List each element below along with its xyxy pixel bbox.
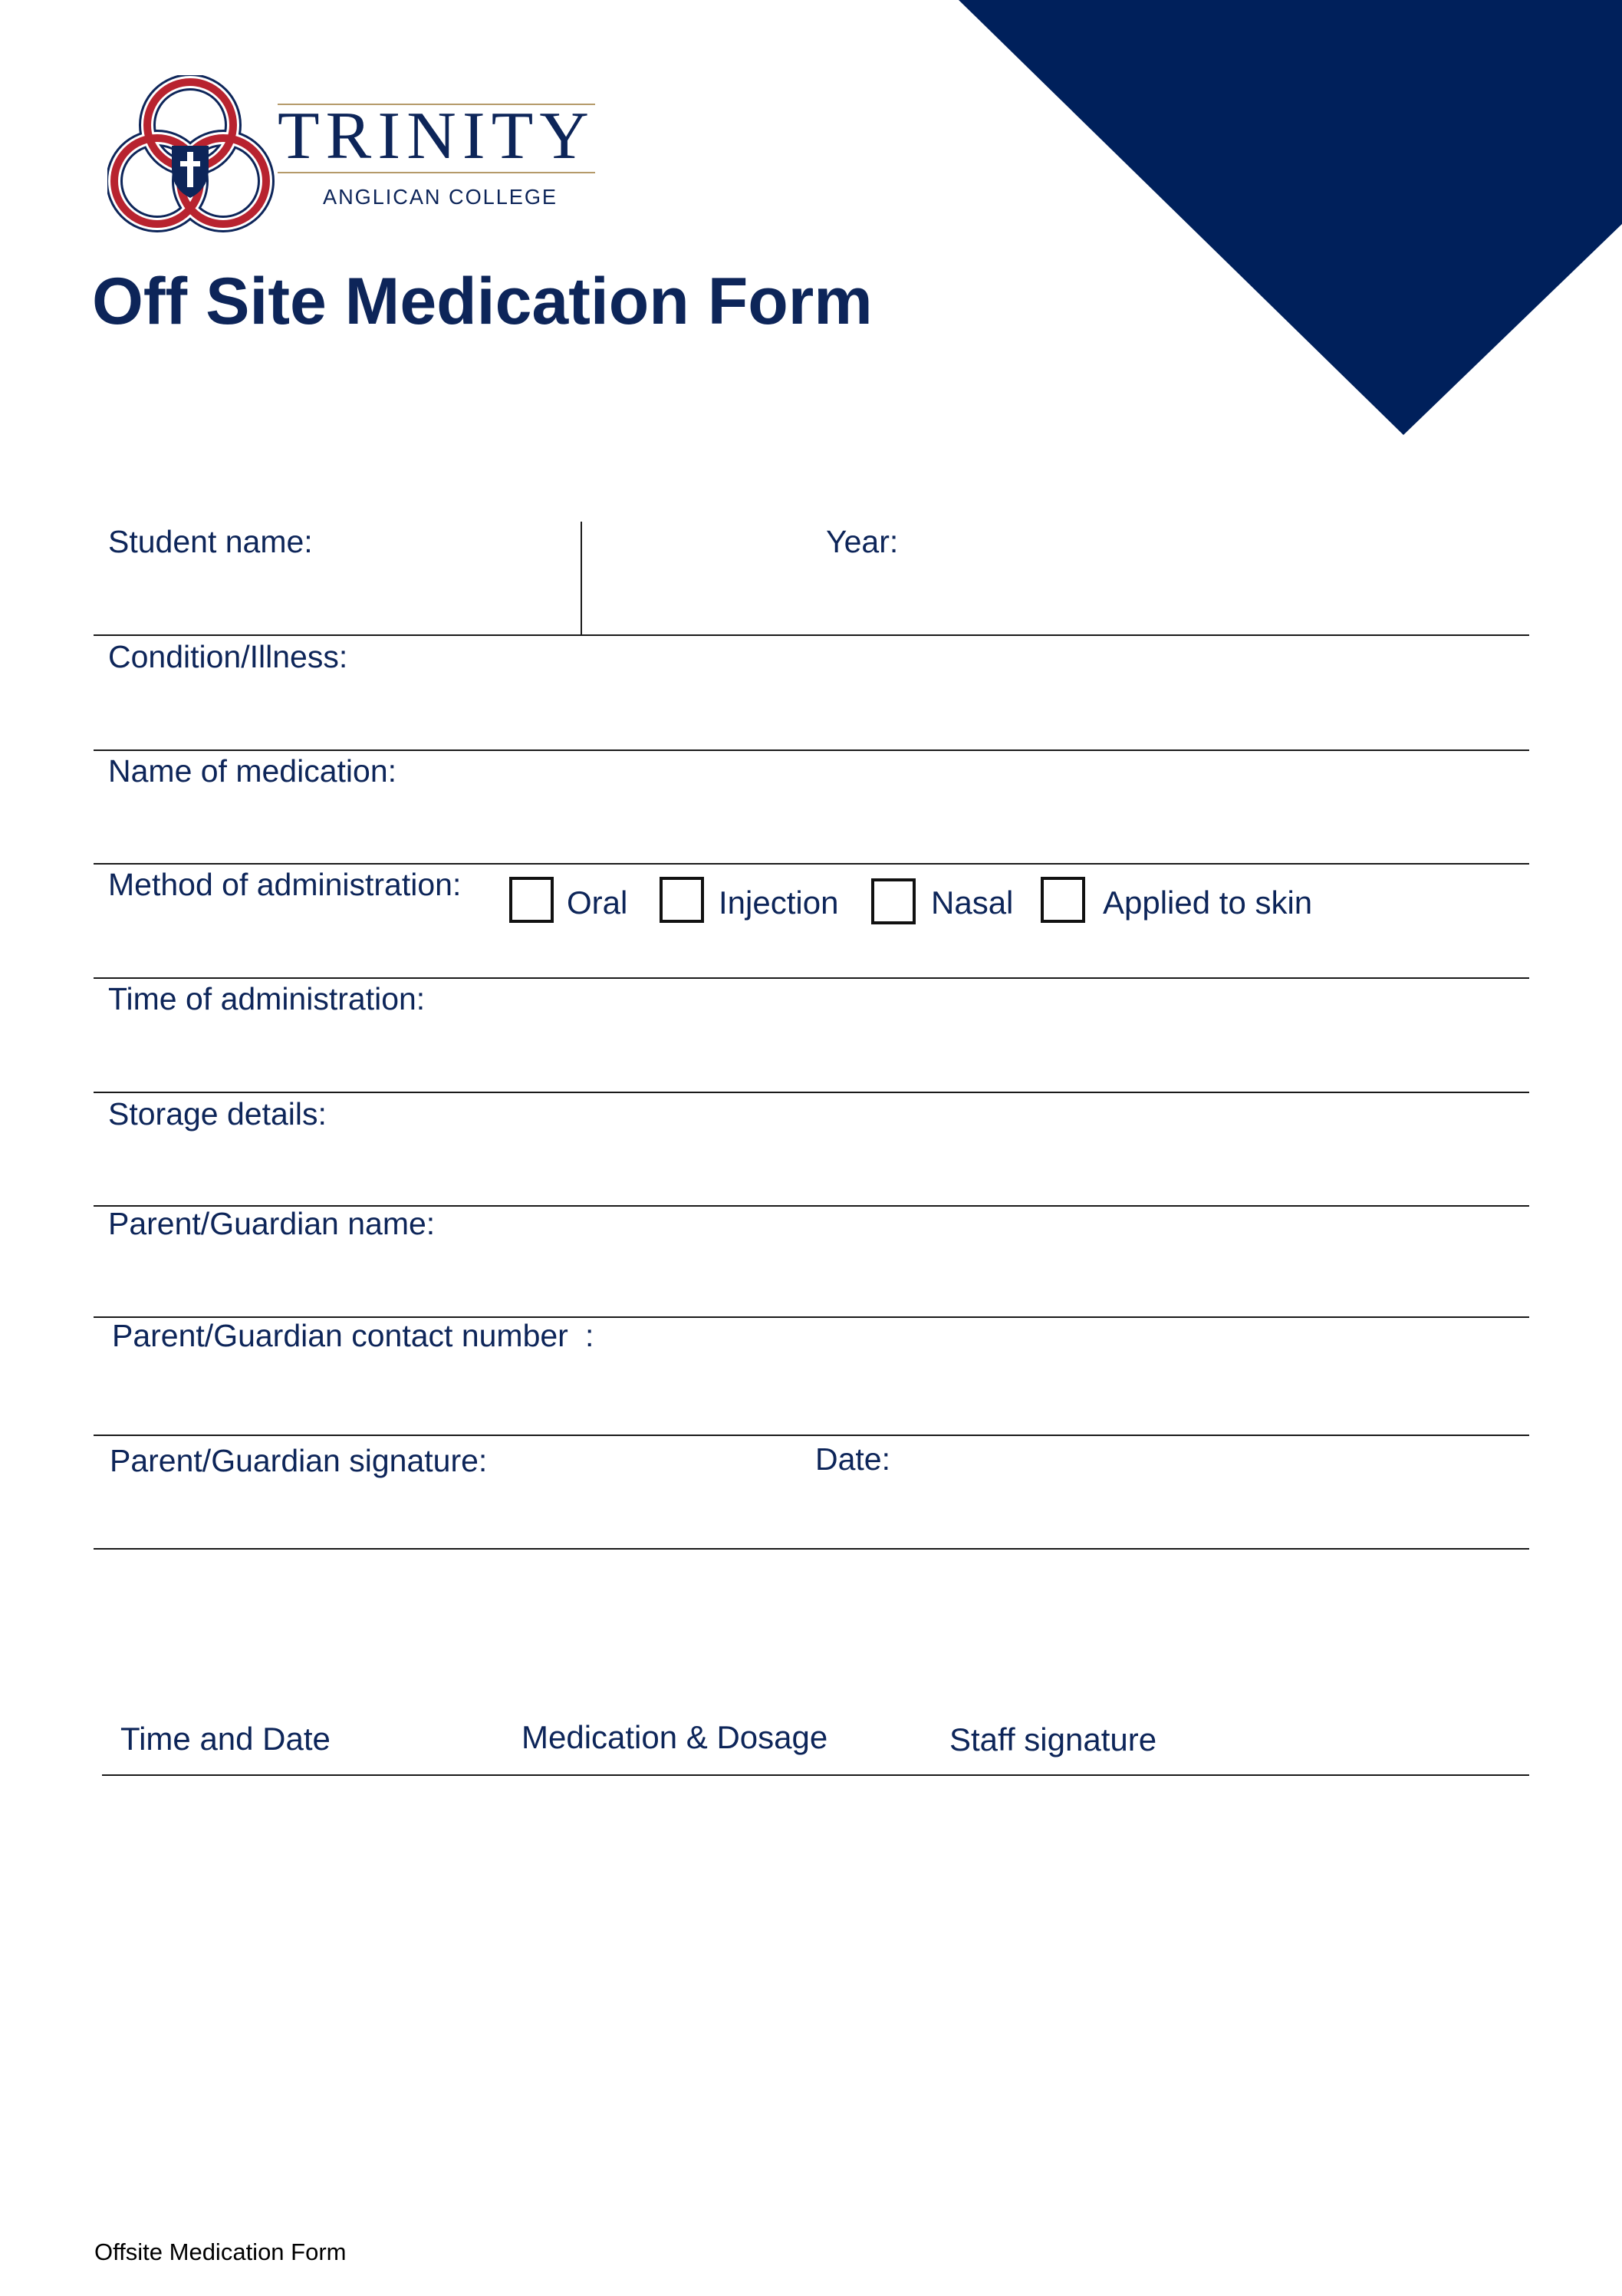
- log-header-time-date: Time and Date: [120, 1721, 331, 1757]
- logo-wordmark: TRINITY: [278, 99, 595, 173]
- oral-label: Oral: [567, 884, 628, 921]
- logo-subtitle: ANGLICAN COLLEGE: [323, 185, 558, 209]
- year-label: Year:: [826, 524, 899, 559]
- field-rule: [94, 863, 1529, 865]
- page-title: Off Site Medication Form: [92, 265, 873, 338]
- injection-label: Injection: [719, 884, 839, 921]
- log-header-staff-signature: Staff signature: [949, 1721, 1157, 1757]
- page-footer: Offsite Medication Form: [94, 2238, 347, 2265]
- injection-checkbox[interactable]: [660, 877, 704, 923]
- method-label: Method of administration:: [108, 867, 462, 902]
- applied-to-skin-checkbox[interactable]: [1041, 877, 1085, 923]
- field-divider: [581, 522, 582, 635]
- guardian-signature-label: Parent/Guardian signature:: [110, 1443, 488, 1478]
- trinity-knot-icon: [107, 75, 606, 236]
- student-name-label: Student name:: [108, 524, 313, 559]
- field-rule: [94, 977, 1529, 979]
- oral-checkbox[interactable]: [509, 877, 554, 923]
- date-label: Date:: [815, 1441, 890, 1477]
- field-rule: [94, 749, 1529, 751]
- field-rule: [94, 1435, 1529, 1436]
- field-rule: [94, 1092, 1529, 1093]
- nasal-label: Nasal: [931, 884, 1014, 921]
- field-rule: [94, 1548, 1529, 1550]
- college-logo: [107, 75, 606, 236]
- field-rule: [94, 634, 1529, 636]
- guardian-contact-label: Parent/Guardian contact number: [112, 1318, 568, 1353]
- log-header-rule: [102, 1774, 1529, 1776]
- guardian-name-label: Parent/Guardian name:: [108, 1206, 436, 1241]
- condition-label: Condition/Illness:: [108, 639, 348, 674]
- applied-to-skin-label: Applied to skin: [1103, 884, 1313, 921]
- guardian-contact-colon: :: [585, 1318, 594, 1353]
- log-header-medication-dosage: Medication & Dosage: [521, 1719, 828, 1755]
- medication-name-label: Name of medication:: [108, 753, 397, 789]
- nasal-checkbox[interactable]: [871, 878, 916, 924]
- storage-label: Storage details:: [108, 1096, 327, 1132]
- time-label: Time of administration:: [108, 981, 426, 1016]
